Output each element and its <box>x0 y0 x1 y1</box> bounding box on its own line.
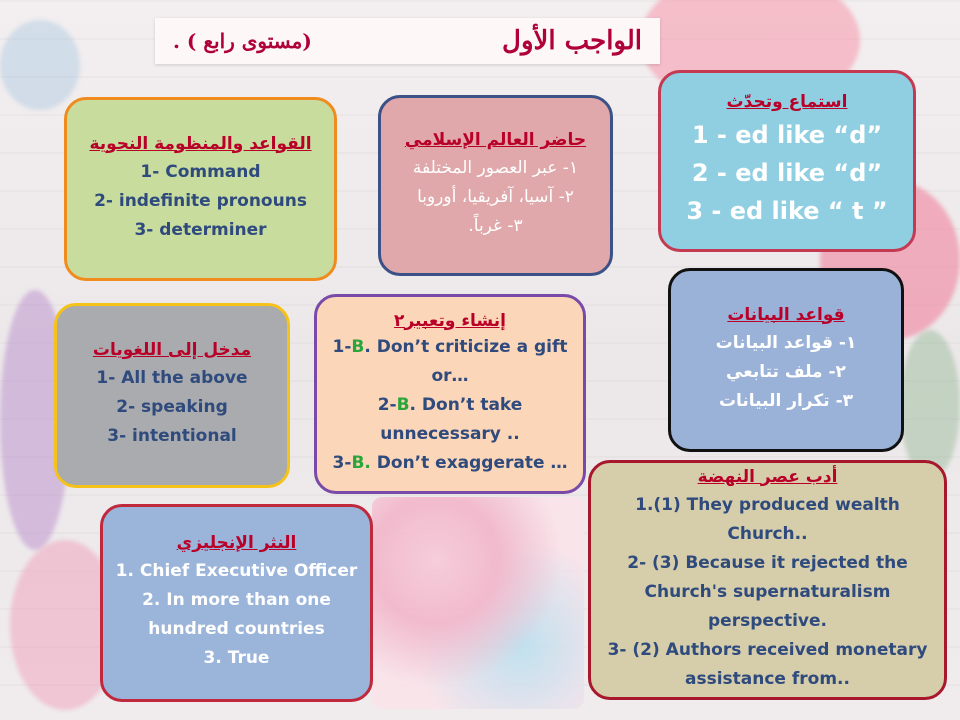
answer-line: 3- determiner <box>134 219 267 240</box>
card-renaissance <box>588 460 947 700</box>
answer-line: 3- intentional <box>107 426 237 446</box>
answer-line: ٢- آسيا، آفريقيا، أوروبا <box>417 187 574 207</box>
card-title: القواعد والمنظومة النحوية <box>89 133 312 154</box>
page-title: الواجب الأول <box>502 26 642 56</box>
answer-line: 2- indefinite pronouns <box>94 190 307 211</box>
answer-line: 1.(1) They produced wealth Church.. <box>635 494 900 544</box>
answer-line: 1- All the above <box>96 368 248 388</box>
card-writing <box>314 294 586 494</box>
card-title: استماع وتحدّث <box>726 92 848 112</box>
answer-line: 3 - ed like “ t ” <box>686 197 888 225</box>
card-grammar <box>64 97 337 281</box>
card-listening <box>658 70 916 252</box>
answer-line: ١- قواعد البيانات <box>715 332 857 353</box>
answer-line: 3- (2) Authors received monetary assistance from.. <box>607 639 928 689</box>
answer-line: 3. True <box>203 648 270 668</box>
answer-line: 2- (3) Because it rejected the Church's supernaturalism perspective. <box>627 552 908 631</box>
level-label: (مستوى رابع ) . <box>173 29 312 53</box>
answer-line: 1 - ed like “d” <box>691 121 883 149</box>
answer-item: 2-B. Don’t take unnecessary .. <box>377 394 523 444</box>
card-databases <box>668 268 904 452</box>
decorative-frame-image <box>372 497 584 709</box>
answer-item: 3-B. Don’t exaggerate … <box>332 452 568 473</box>
card-linguistics <box>54 303 290 488</box>
leaf-decoration <box>900 330 960 480</box>
answer-line: ١- عبر العصور المختلفة <box>412 158 579 178</box>
flower-decoration <box>0 20 80 110</box>
card-title: النثر الإنجليزي <box>176 533 297 553</box>
answer-line: 2- speaking <box>116 397 228 417</box>
answer-item: 1-B. Don’t criticize a gift or… <box>332 336 568 386</box>
answer-line: ٣- غرباً. <box>468 216 523 236</box>
answer-line: ٣- تكرار البيانات <box>718 390 854 411</box>
card-title: حاضر العالم الإسلامي <box>404 130 587 150</box>
card-title: إنشاء وتعبير٢ <box>394 310 506 331</box>
card-islamic-world <box>378 95 613 276</box>
card-title: قواعد البيانات <box>727 304 845 325</box>
answer-line: ٢- ملف تتابعي <box>726 361 846 382</box>
answer-line: 2. In more than one hundred countries <box>142 590 331 639</box>
answer-line: 1. Chief Executive Officer <box>115 561 358 581</box>
card-title: أدب عصر النهضة <box>697 466 838 487</box>
card-english-prose <box>100 504 373 702</box>
answer-line: 1- Command <box>140 161 261 182</box>
card-title: مدخل إلى اللغويات <box>92 340 252 360</box>
title-bar <box>155 18 660 64</box>
answer-line: 2 - ed like “d” <box>691 159 883 187</box>
